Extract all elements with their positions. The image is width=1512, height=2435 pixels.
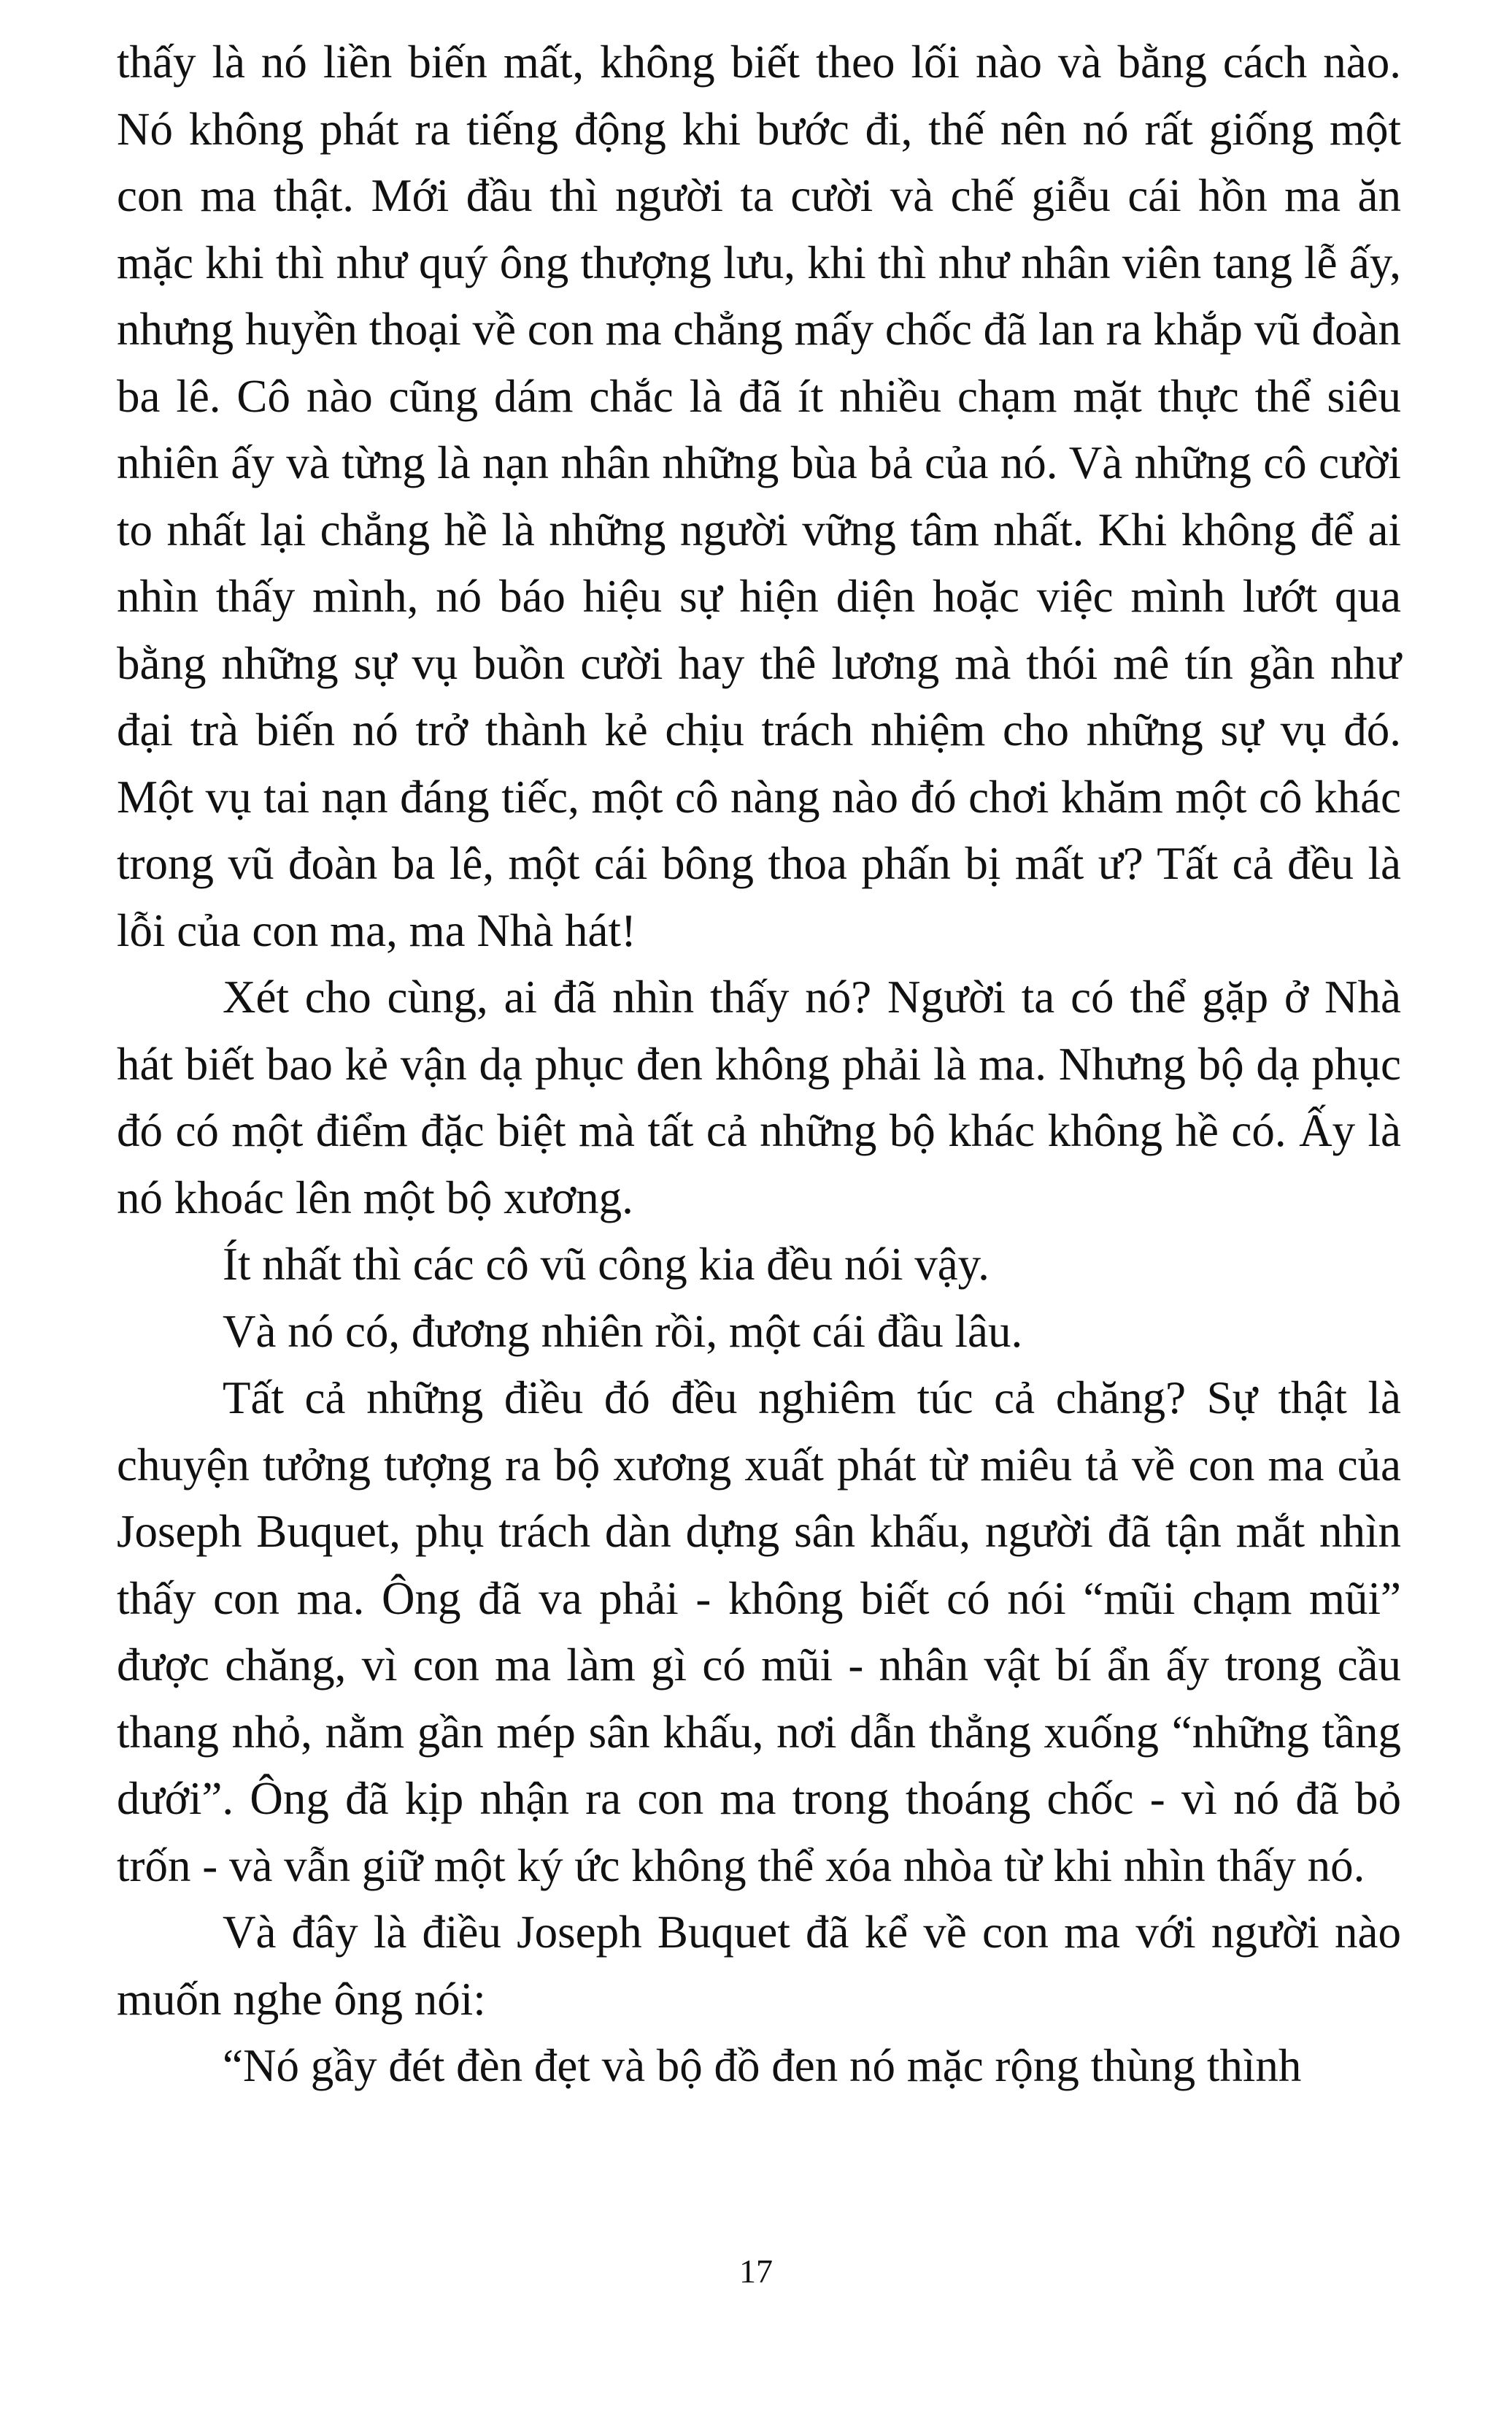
paragraph: Ít nhất thì các cô vũ công kia đều nói vậy. [223, 1239, 990, 1290]
page-number: 17 [739, 2253, 773, 2290]
paragraph: Xét cho cùng, ai đã nhìn thấy nó? Người ta có thể gặp ở Nhà hát biết bao kẻ vận dạ phục đen không phải là ma. Nhưng bộ dạ phục đó có một điểm đặc biệt mà tất cả những bộ khác không hề có. Ấy là nó khoác lên một bộ xương. [117, 972, 1401, 1223]
paragraph: Và đây là điều Joseph Buquet đã kể về con ma với người nào muốn nghe ông nói: [117, 1907, 1401, 2025]
paragraph: Tất cả những điều đó đều nghiêm túc cả chăng? Sự thật là chuyện tưởng tượng ra bộ xương xuất phát từ miêu tả về con ma của Joseph Buquet, phụ trách dàn dựng sân khấu, người đã tận mắt nhìn thấy con ma. Ông đã va phải - không biết có nói “mũi chạm mũi” được chăng, vì con ma làm gì có mũi - nhân vật bí ẩn ấy trong cầu thang nhỏ, nằm gần mép sân khấu, nơi dẫn thẳng xuống “những tầng dưới”. Ông đã kịp nhận ra con ma trong thoáng chốc - vì nó đã bỏ trốn - và vẫn giữ một ký ức không thể xóa nhòa từ khi nhìn thấy nó. [117, 1372, 1401, 1891]
paragraph: Và nó có, đương nhiên rồi, một cái đầu lâu. [223, 1305, 1023, 1357]
book-page [117, 29, 1401, 2406]
paragraph-quote-start: “Nó gầy đét đèn đẹt và bộ đồ đen nó mặc rộng thùng thình [223, 2040, 1302, 2091]
paragraph-continuation: thấy là nó liền biến mất, không biết theo lối nào và bằng cách nào. Nó không phát ra tiếng động khi bước đi, thế nên nó rất giống một con ma thật. Mới đầu thì người ta cười và chế giễu cái hồn ma ăn mặc khi thì như quý ông thượng lưu, khi thì như nhân viên tang lễ ấy, nhưng huyền thoại về con ma chẳng mấy chốc đã lan ra khắp vũ đoàn ba lê. Cô nào cũng dám chắc là đã ít nhiều chạm mặt thực thể siêu nhiên ấy và từng là nạn nhân những bùa bả của nó. Và những cô cười to nhất lại chẳng hề là những người vững tâm nhất. Khi không để ai nhìn thấy mình, nó báo hiệu sự hiện diện hoặc việc mình lướt qua bằng những sự vụ buồn cười hay thê lương mà thói mê tín gần như đại trà biến nó trở thành kẻ chịu trách nhiệm cho những sự vụ đó. Một vụ tai nạn đáng tiếc, một cô nàng nào đó chơi khăm một cô khác trong vũ đoàn ba lê, một cái bông thoa phấn bị mất ư? Tất cả đều là lỗi của con ma, ma Nhà hát! [117, 36, 1401, 956]
